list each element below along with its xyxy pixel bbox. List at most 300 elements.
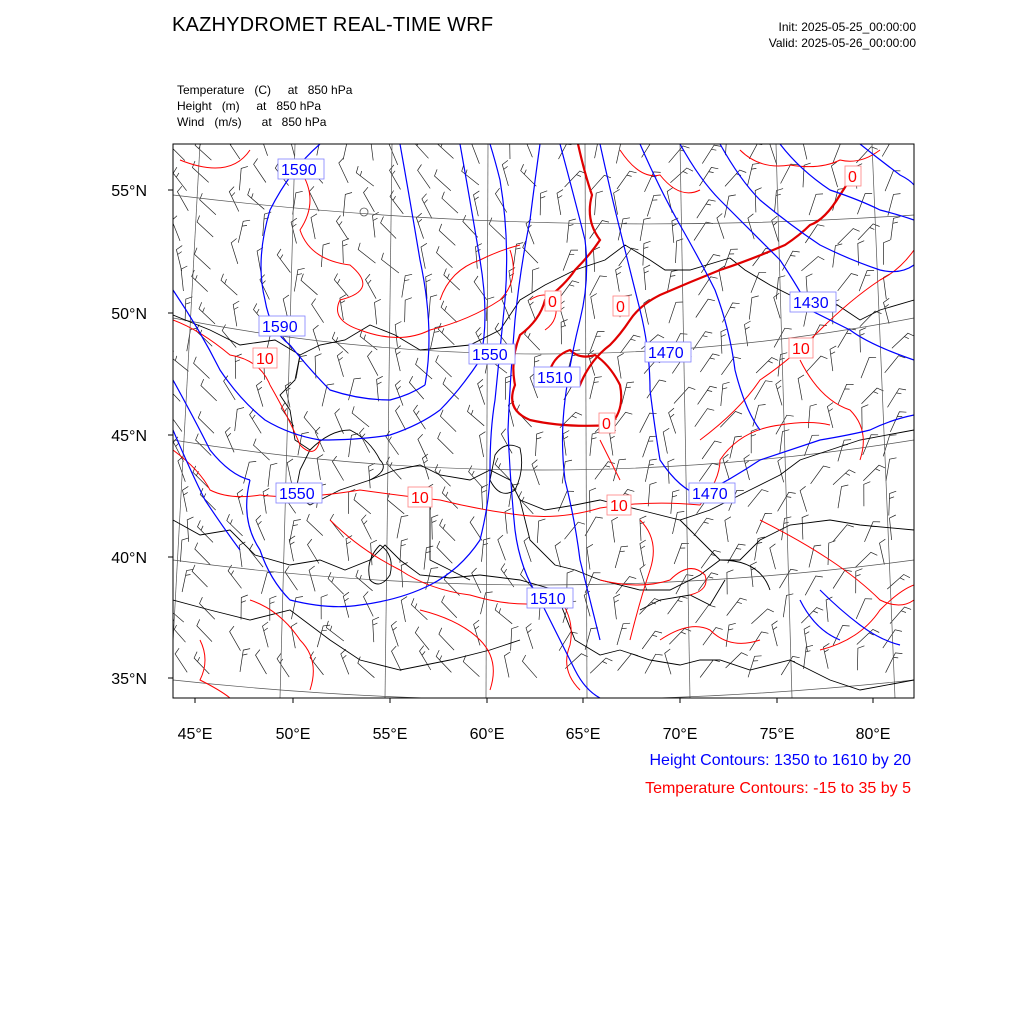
wind-barb [415, 627, 429, 650]
wind-barb [463, 655, 479, 676]
valid-time: Valid: 2025-05-26_00:00:00 [768, 36, 916, 50]
wind-barb [528, 296, 536, 321]
wind-barb [472, 139, 480, 164]
wind-barb [521, 164, 537, 186]
wind-barb [776, 276, 785, 300]
wind-barb [328, 572, 344, 594]
wind-barb [783, 594, 793, 617]
wind-barb [336, 216, 348, 240]
wind-barb [700, 354, 719, 372]
wind-barb [749, 296, 758, 320]
wind-barb [343, 592, 349, 617]
wind-barb [595, 191, 603, 215]
wind-barb [321, 595, 328, 620]
wind-barb [401, 597, 407, 622]
wind-barb [776, 380, 782, 405]
wind-barb [389, 140, 398, 165]
temperature-contour-label: 10 [792, 341, 810, 358]
wind-barb [373, 212, 379, 237]
wind-barb [890, 607, 911, 624]
wind-barb [505, 509, 511, 534]
wind-barb [809, 194, 823, 215]
wind-barb [436, 355, 452, 377]
wind-barb [880, 539, 886, 564]
wind-barb [726, 131, 734, 155]
wind-barb [770, 544, 776, 569]
wind-barb [621, 335, 641, 353]
wind-barb [590, 658, 612, 673]
wind-barb [501, 563, 514, 587]
wind-barb [884, 240, 891, 265]
lat-label: 50°N [111, 306, 147, 323]
wind-barb [502, 160, 508, 185]
wind-barb [612, 517, 618, 542]
wind-barb [235, 408, 244, 432]
wind-barb [371, 135, 377, 160]
wind-barb [617, 171, 637, 189]
wind-barb [702, 441, 721, 459]
wind-barb [442, 596, 457, 618]
height-contour-label: 1550 [472, 347, 508, 364]
lat-label: 55°N [111, 183, 147, 200]
wind-barb [400, 539, 408, 563]
wind-barb [833, 470, 855, 485]
wind-barb [432, 515, 439, 540]
wind-barb [317, 455, 323, 480]
wind-barb [501, 429, 512, 454]
wind-barb [645, 459, 656, 482]
wind-barb [838, 229, 860, 245]
wind-barb [647, 195, 661, 216]
wind-barb [800, 486, 807, 511]
wind-barb [748, 214, 754, 239]
wind-barb [698, 573, 718, 591]
wind-barb [307, 514, 323, 536]
wind-barb [559, 281, 579, 299]
wind-barb [221, 274, 237, 295]
wind-barb [756, 358, 778, 374]
wind-barb [614, 594, 620, 619]
wind-barb [886, 458, 897, 481]
wind-barb [263, 488, 269, 513]
wind-barb [171, 351, 188, 372]
lon-label: 75°E [759, 726, 795, 743]
wind-barb [169, 408, 182, 432]
wind-barb [478, 379, 485, 404]
wind-barb [290, 520, 301, 543]
wind-barb [563, 250, 578, 271]
field-wind: Wind (m/s) at 850 hPa [177, 115, 327, 129]
wind-barb [703, 628, 723, 646]
wind-barb [233, 301, 239, 326]
wind-barb [775, 189, 784, 213]
height-contour-label: 1470 [648, 345, 684, 362]
wind-barb [700, 167, 719, 186]
wind-barb [194, 248, 210, 269]
wind-barb [439, 224, 455, 246]
wind-barb [676, 575, 693, 594]
wind-barb [182, 569, 193, 592]
wind-barb [254, 159, 266, 183]
wind-barb [540, 191, 547, 215]
wind-barb [435, 169, 451, 190]
wind-barb [669, 408, 676, 433]
wind-barb [748, 163, 760, 185]
wind-barb [617, 623, 630, 645]
lon-label: 55°E [372, 726, 408, 743]
wind-barb [772, 216, 779, 241]
wind-barb [751, 562, 757, 587]
wind-barb [442, 192, 458, 213]
wind-barb [176, 246, 182, 271]
wind-barb [672, 218, 678, 243]
wind-barb [301, 274, 318, 295]
wind-barb [772, 621, 778, 646]
wind-barb [525, 328, 540, 350]
wind-barb [671, 490, 680, 514]
wind-barb [420, 646, 431, 670]
wind-barb [181, 266, 187, 291]
temperature-contour-label: 0 [602, 416, 611, 433]
wind-barb [263, 622, 269, 647]
wind-barb [381, 217, 397, 239]
wind-barb [669, 302, 683, 323]
wind-barb [697, 200, 716, 218]
wind-barb [861, 358, 876, 379]
wind-barb [239, 542, 245, 567]
wind-barb [640, 565, 647, 590]
lon-label: 70°E [662, 726, 698, 743]
lat-label: 40°N [111, 550, 147, 567]
wind-barb [183, 486, 189, 511]
wind-barb [438, 432, 454, 454]
wind-barb [480, 432, 486, 457]
wind-barb [830, 346, 836, 371]
wind-barb [175, 648, 187, 672]
wind-barb [439, 628, 454, 650]
wind-barb [387, 457, 402, 479]
wind-barb [231, 239, 238, 264]
wind-barb [811, 466, 831, 484]
wind-barb [587, 544, 593, 569]
wind-barb [696, 299, 715, 317]
wind-barb [590, 432, 599, 456]
wind-barb [349, 434, 359, 458]
wind-barb [590, 377, 602, 399]
wind-barb [229, 187, 239, 212]
temperature-contour-label: 10 [256, 351, 274, 368]
wind-barb [645, 654, 663, 673]
wind-barb [437, 246, 453, 268]
wind-barb [352, 406, 369, 427]
wind-barb [618, 353, 624, 378]
wind-barb [517, 405, 532, 427]
wind-barb [330, 514, 344, 537]
wind-barb [366, 274, 377, 299]
wind-barb [694, 518, 714, 536]
wind-barb [537, 519, 545, 543]
wind-barb [863, 465, 885, 481]
wind-barb [237, 489, 243, 514]
wind-barb [373, 617, 379, 642]
wind-barb [442, 487, 458, 509]
wind-barb [337, 351, 343, 376]
height-contour-label: 1590 [262, 319, 298, 336]
wind-barb [440, 519, 456, 541]
wind-barb [643, 436, 657, 457]
wind-barb [321, 243, 330, 267]
height-contour-label: 1510 [530, 591, 566, 608]
wind-barb [418, 165, 431, 189]
wind-barb [669, 629, 691, 645]
wind-barb [642, 631, 662, 649]
wind-barb [668, 596, 688, 614]
wind-barb [482, 538, 491, 562]
wind-barb [804, 626, 810, 651]
wind-barb [173, 167, 186, 191]
map-title: KAZHYDROMET REAL-TIME WRF [172, 14, 494, 36]
wind-barb [197, 619, 212, 641]
wind-barb [332, 456, 343, 480]
wind-barb [594, 247, 600, 272]
wind-barb [441, 301, 457, 323]
wind-barb [536, 432, 544, 456]
lon-label: 65°E [565, 726, 601, 743]
lat-label: 35°N [111, 671, 147, 688]
wind-barb [614, 189, 620, 214]
wind-barb [368, 351, 378, 376]
wind-barb [429, 295, 437, 319]
wind-barb [667, 188, 673, 213]
wind-barb [809, 545, 821, 567]
wind-barb [195, 139, 211, 160]
wind-barb [559, 632, 578, 651]
wind-barb [670, 168, 693, 183]
wind-barb [889, 491, 896, 515]
wind-barb [643, 241, 651, 265]
wind-barb [256, 515, 265, 540]
wind-barb [591, 294, 597, 319]
wind-barb [312, 299, 324, 323]
wind-barb [725, 170, 746, 186]
wind-barb [397, 516, 408, 539]
wind-barb [405, 298, 412, 322]
wind-barb [349, 489, 356, 514]
wind-barb [640, 540, 646, 565]
wind-barb [781, 164, 798, 183]
wind-barb [884, 298, 890, 323]
wind-barb [858, 224, 880, 240]
wind-barb [665, 649, 671, 674]
wind-barb [618, 654, 639, 671]
wind-barb [864, 482, 871, 507]
height-contours [173, 144, 914, 698]
wind-barb [590, 276, 607, 296]
lon-label: 80°E [855, 726, 891, 743]
wind-barb [411, 598, 427, 620]
wind-barb [804, 435, 819, 456]
wind-barb [250, 409, 262, 433]
wind-barb [195, 543, 211, 565]
wind-barb [510, 134, 516, 159]
wind-barb [194, 652, 209, 674]
temperature-contour-label: 0 [848, 169, 857, 186]
wind-barb [778, 457, 784, 482]
wind-barb [798, 375, 804, 400]
map-frame [173, 144, 914, 698]
wind-barb [424, 546, 433, 570]
wind-barb [801, 608, 823, 624]
lon-label: 50°E [275, 726, 311, 743]
wind-barb [437, 137, 453, 158]
wind-barb [495, 188, 506, 212]
height-contour-legend: Height Contours: 1350 to 1610 by 20 [649, 752, 911, 769]
wind-barb [526, 624, 533, 649]
wind-barb [248, 188, 265, 209]
wind-barb [309, 186, 319, 211]
wind-barb [194, 357, 210, 379]
wind-barb [585, 517, 603, 536]
wind-barb [805, 576, 823, 595]
wind-barb [524, 132, 532, 157]
wind-barb [770, 139, 777, 164]
wind-barb [698, 386, 717, 404]
wind-barb [748, 490, 769, 507]
wind-barb [343, 238, 349, 263]
wind-barb [277, 653, 289, 677]
wind-barb [857, 194, 872, 215]
wind-barb [888, 389, 907, 408]
wind-barb [511, 626, 519, 650]
wind-barb [238, 220, 250, 243]
wind-barb [440, 410, 456, 432]
wind-barb [695, 409, 714, 427]
temperature-contour-label: 10 [610, 498, 628, 515]
wind-barb [862, 405, 869, 430]
wind-barb [756, 513, 772, 533]
init-time: Init: 2025-05-25_00:00:00 [778, 20, 916, 34]
wind-barb [228, 135, 240, 159]
wind-barb [727, 598, 747, 615]
wind-barb [375, 299, 381, 324]
wind-barb [334, 274, 348, 297]
wind-barb [590, 332, 605, 353]
height-contour-label: 1430 [793, 295, 829, 312]
wind-barb [802, 515, 809, 540]
wind-barb [532, 268, 539, 292]
wind-barb [387, 493, 404, 514]
wind-barb [616, 266, 622, 291]
wind-barb [532, 460, 539, 485]
wind-barb [308, 539, 319, 563]
wind-barb [390, 191, 403, 214]
wind-barb [177, 186, 188, 211]
wind-barb [294, 268, 304, 291]
wind-barb [339, 158, 348, 183]
wind-barb [727, 570, 734, 595]
wind-barb [610, 430, 616, 455]
wind-barb [495, 603, 512, 624]
wind-barb [180, 538, 188, 562]
wind-barb [317, 625, 330, 647]
wind-barb [167, 601, 184, 622]
lon-label: 60°E [469, 726, 505, 743]
wind-barb [192, 565, 207, 587]
wind-barb [748, 656, 762, 678]
wind-barb [640, 218, 651, 241]
wind-barb [443, 378, 459, 400]
wind-barb [474, 620, 480, 645]
wind-barb [421, 243, 427, 268]
temperature-contour-legend: Temperature Contours: -15 to 35 by 5 [645, 780, 911, 797]
wind-barb [721, 357, 741, 375]
wind-barb [198, 520, 214, 542]
wind-barb [369, 463, 375, 488]
wind-barb [396, 406, 406, 431]
wind-barb [750, 632, 769, 651]
wind-barb [200, 597, 215, 619]
wind-barb [522, 655, 537, 678]
wind-barb [362, 515, 372, 540]
wind-barb [474, 191, 480, 216]
wind-barb [356, 166, 374, 186]
wind-barb [838, 485, 848, 508]
wind-barb [801, 257, 824, 271]
wind-barb [287, 459, 293, 484]
wind-barb [751, 609, 773, 624]
wind-barb [414, 136, 429, 159]
wind-barb [723, 454, 729, 479]
wind-barb [563, 431, 569, 456]
wind-barb [392, 646, 402, 671]
wind-barb [187, 328, 198, 351]
wind-barb [241, 595, 248, 620]
wind-barb [192, 270, 208, 292]
wind-barb [882, 137, 900, 156]
wind-barb [358, 243, 375, 263]
wind-barb [644, 265, 650, 290]
wind-barb [437, 541, 452, 563]
lat-label: 45°N [111, 428, 147, 445]
wind-barb [395, 346, 401, 371]
wind-barb [335, 409, 344, 434]
wind-barb [615, 546, 628, 568]
wind-barb [674, 543, 689, 564]
wind-barb [422, 194, 432, 219]
wind-barb [721, 382, 730, 406]
wind-barb [354, 493, 371, 514]
temperature-contour-label: 0 [616, 299, 625, 316]
wind-barb [865, 522, 881, 542]
field-height: Height (m) at 850 hPa [177, 99, 322, 113]
wind-barb [804, 645, 813, 669]
wind-barb [326, 621, 343, 641]
temperature-contour-label: 10 [411, 490, 429, 507]
wind-barb [254, 439, 270, 461]
wind-barb [725, 517, 731, 542]
wind-barb [402, 274, 412, 297]
wind-barb [256, 650, 267, 675]
wind-barb [701, 550, 721, 568]
wind-barb [401, 563, 407, 588]
wind-barb [781, 656, 799, 675]
height-contour-label: 1510 [537, 370, 573, 387]
temperature-contour-label: 0 [548, 294, 557, 311]
wind-barb [343, 137, 355, 160]
wind-barb [557, 190, 563, 215]
wind-barb [890, 412, 906, 432]
wind-barb [663, 428, 669, 453]
